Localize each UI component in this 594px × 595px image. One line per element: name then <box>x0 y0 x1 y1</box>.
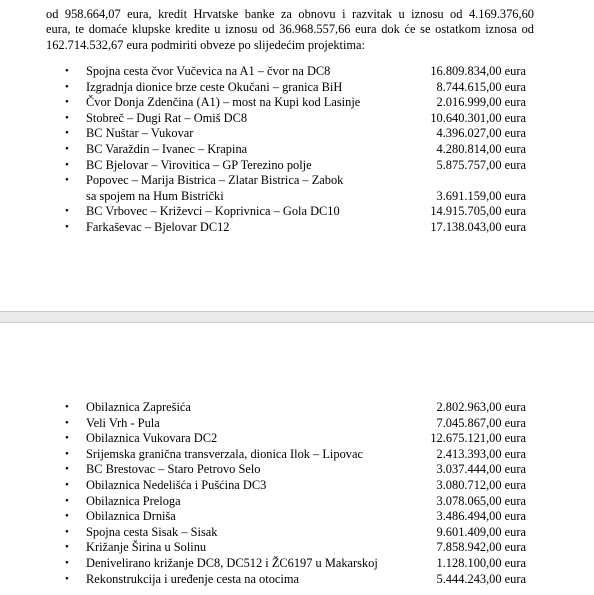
project-amount: 10.640.301,00 eura <box>430 110 526 125</box>
project-name: Stobreč – Dugi Rat – Omiš DC8 <box>86 110 248 125</box>
project-name: Spojna cesta Sisak – Sisak <box>86 524 218 539</box>
list-item <box>0 462 594 478</box>
project-name: BC Brestovac – Staro Petrovo Selo <box>86 462 261 477</box>
bullet-icon: • <box>65 205 69 218</box>
project-amount: 17.138.043,00 eura <box>430 219 526 234</box>
bullet-icon: • <box>65 525 69 538</box>
bullet-icon: • <box>65 96 69 109</box>
bullet-icon: • <box>65 432 69 445</box>
list-item <box>0 158 594 174</box>
bullet-icon: • <box>65 158 69 171</box>
bullet-icon: • <box>65 65 69 77</box>
bullet-icon: • <box>65 510 69 523</box>
project-name: Farkaševac – Bjelovar DC12 <box>86 219 230 234</box>
project-name-line-1: Popovec – Marija Bistrica – Zlatar Bistrica – Zabok <box>86 173 344 188</box>
project-amount: 5.875.757,00 eura <box>436 157 526 172</box>
list-item <box>0 540 594 556</box>
list-item <box>0 494 594 510</box>
project-name: Denivelirano križanje DC8, DC512 i ŽC6197 u Makarskoj <box>86 555 378 570</box>
project-name: Srijemska granična transverzala, dionica Ilok – Lipovac <box>86 446 363 461</box>
bullet-icon: • <box>65 174 69 187</box>
project-name: Obilaznica Vukovara DC2 <box>86 431 218 446</box>
intro-line-top-cut <box>46 0 534 7</box>
list-item <box>0 431 594 447</box>
project-name: BC Bjelovar – Virovitica – GP Terezino polje <box>86 157 312 172</box>
project-list-page-2 <box>0 400 594 587</box>
list-item <box>0 204 594 220</box>
page-separator <box>0 311 594 323</box>
project-amount: 3.486.494,00 eura <box>436 509 526 524</box>
project-amount: 14.915.705,00 eura <box>430 204 526 219</box>
project-name: Rekonstrukcija i uređenje cesta na otocima <box>86 571 299 586</box>
list-item <box>0 95 594 111</box>
list-item <box>0 400 594 416</box>
project-amount: 2.802.963,00 eura <box>436 400 526 414</box>
intro-line: od 958.664,07 eura, kredit Hrvatske banke za obnovu i razvitak u iznosu od 4.169.376,60 <box>46 6 534 21</box>
project-name: Izgradnja dionice brze ceste Okučani – granica BiH <box>86 79 343 94</box>
project-name: BC Vrbovec – Križevci – Koprivnica – Gola DC10 <box>86 204 340 219</box>
list-item <box>0 509 594 525</box>
list-item <box>0 80 594 96</box>
project-amount: 5.444.243,00 eura <box>436 571 526 586</box>
bullet-icon: • <box>65 494 69 507</box>
project-amount: 2.413.393,00 eura <box>436 446 526 461</box>
list-item <box>0 447 594 463</box>
list-item <box>0 126 594 142</box>
project-amount: 3.691.159,00 eura <box>436 188 526 203</box>
list-item <box>0 64 594 80</box>
bullet-icon: • <box>65 127 69 140</box>
list-item <box>0 416 594 432</box>
bullet-icon: • <box>65 447 69 460</box>
bullet-icon: • <box>65 478 69 491</box>
project-amount: 4.280.814,00 eura <box>436 141 526 156</box>
project-amount: 16.809.834,00 eura <box>430 64 526 78</box>
list-item <box>0 173 594 204</box>
bullet-icon: • <box>65 556 69 569</box>
list-item <box>0 478 594 494</box>
bullet-icon: • <box>65 416 69 429</box>
project-name: Obilaznica Drniša <box>86 509 176 524</box>
project-name: Spojna cesta čvor Vučevica na A1 – čvor na DC8 <box>86 64 331 78</box>
list-item <box>0 142 594 158</box>
project-name: Obilaznica Zaprešića <box>86 400 191 414</box>
project-name: Križanje Širina u Solinu <box>86 540 207 555</box>
list-item <box>0 525 594 541</box>
bullet-icon: • <box>65 142 69 155</box>
project-name <box>86 173 343 204</box>
project-amount: 8.744.615,00 eura <box>436 79 526 94</box>
bullet-icon: • <box>65 401 69 413</box>
bullet-icon: • <box>65 572 69 585</box>
project-name-line-2: sa spojem na Hum Bistrički <box>86 188 224 203</box>
project-amount: 12.675.121,00 eura <box>430 431 526 446</box>
project-amount: 7.858.942,00 eura <box>436 540 526 555</box>
bullet-icon: • <box>65 80 69 93</box>
list-item <box>0 111 594 127</box>
project-name: Obilaznica Preloga <box>86 493 181 508</box>
intro-line: 162.714.532,67 eura podmiriti obveze po slijedećim projektima: <box>46 37 365 52</box>
project-amount: 9.601.409,00 eura <box>436 524 526 539</box>
bullet-icon: • <box>65 111 69 124</box>
list-item <box>0 572 594 588</box>
project-amount: 3.080.712,00 eura <box>436 477 526 492</box>
project-amount: 1.128.100,00 eura <box>436 555 526 570</box>
intro-paragraph <box>46 0 534 53</box>
bullet-icon: • <box>65 463 69 476</box>
list-item <box>0 556 594 572</box>
project-name: BC Varaždin – Ivanec – Krapina <box>86 141 248 156</box>
intro-line: eura, te domaće klupske kredite u iznosu od 36.968.557,66 eura dok će se ostatkom iznosa od <box>46 22 534 37</box>
list-item <box>0 220 594 236</box>
project-amount: 2.016.999,00 eura <box>436 95 526 110</box>
project-list-page-1 <box>0 64 594 236</box>
bullet-icon: • <box>65 541 69 554</box>
project-name: Veli Vrh - Pula <box>86 415 160 430</box>
project-amount: 3.037.444,00 eura <box>436 462 526 477</box>
bullet-icon: • <box>65 220 69 233</box>
project-name: Čvor Donja Zdenčina (A1) – most na Kupi kod Lasinje <box>86 95 361 110</box>
project-amount: 7.045.867,00 eura <box>436 415 526 430</box>
document-page-2 <box>0 323 594 595</box>
project-name: BC Nuštar – Vukovar <box>86 126 194 141</box>
project-amount: 3.078.065,00 eura <box>436 493 526 508</box>
project-amount: 4.396.027,00 eura <box>436 126 526 141</box>
project-name: Obilaznica Nedelišća i Pušćina DC3 <box>86 477 267 492</box>
